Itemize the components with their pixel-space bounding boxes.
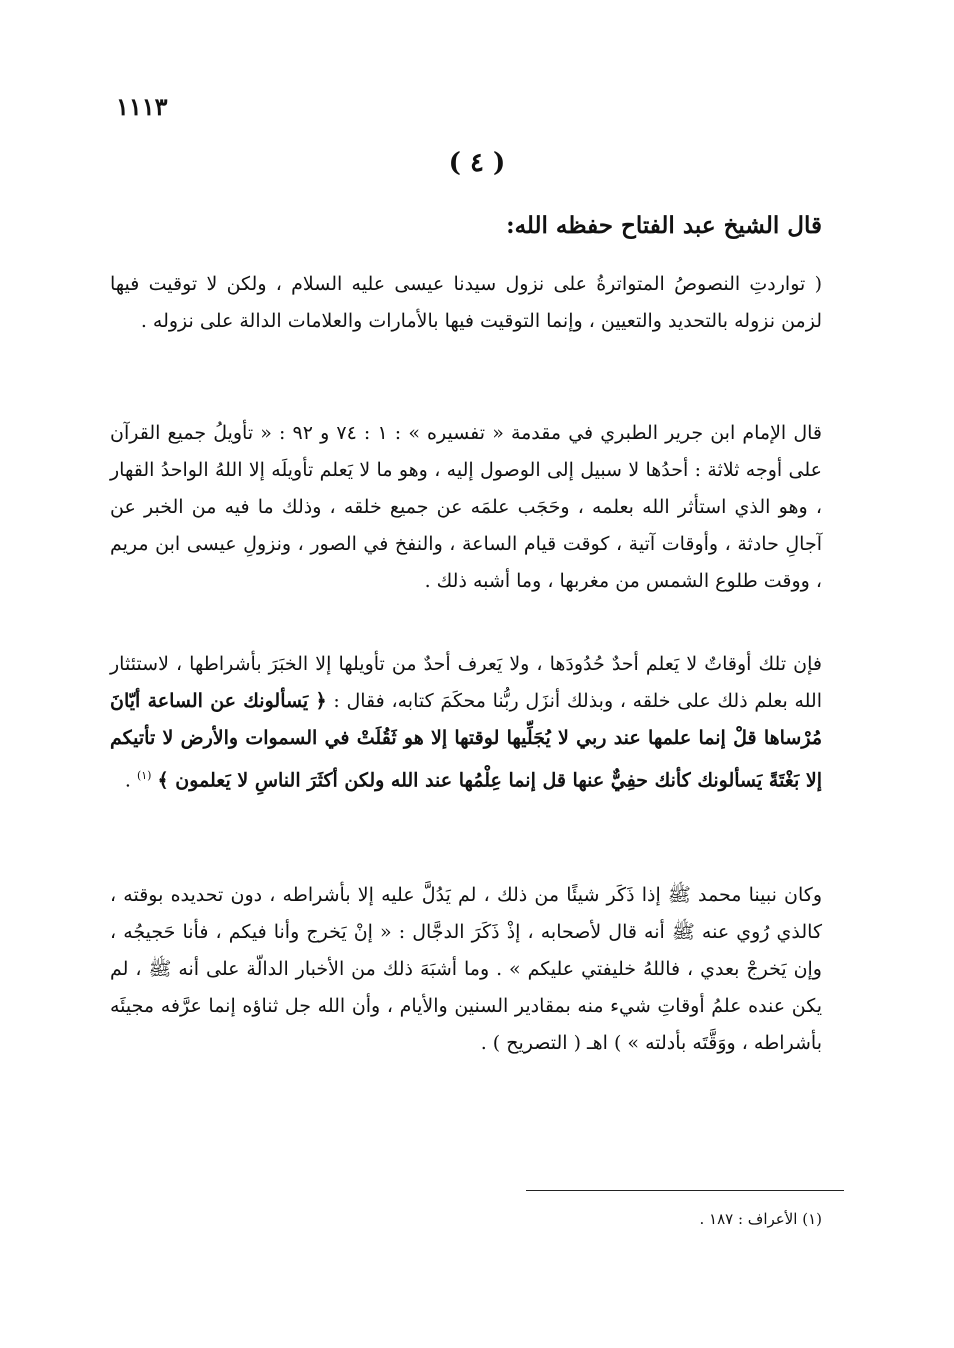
section-number: ( ٤ ) <box>448 148 506 178</box>
paragraph-4: وكان نبينا محمد ﷺ إذا ذَكَر شيئًا من ذلك ، لم يَدُلَّ عليه إلا بأشراطه ، دون تحديده بوقته ، كالذي رُوي عنه ﷺ أنه قال لأصحابه ، إذْ ذَكَرَ الدجَّال : « إنْ يَخرج وأنا فيكم ، فأنا حَجيجُه ، وإن يَخرجْ بعدي ، فاللهُ خليفتي عليكم » . وما أشبَهَ ذلك من الأخبار الدالّة على أنه ﷺ ، لم يكن عنده علمُ أوقاتِ شيء منه بمقادير السنين والأيام ، وأن الله جل ثناؤه إنما عرَّفه مجيئَه بأشراطه ، ووَقَّتَه بأدلته » ) اهـ ( التصريح ) . <box>110 884 822 1054</box>
paragraph-3-end: . <box>124 769 137 792</box>
paragraph-3 <box>110 646 822 799</box>
footnote-marker[interactable]: (١) <box>136 769 152 782</box>
paragraph-1: ( تواردتِ النصوصُ المتواترةُ على نزول سيدنا عيسى عليه السلام ، ولكن لا توقيت فيها لزمن نزوله بالتحديد والتعيين ، وإنما التوقيت فيها بالأمارات والعلامات الدالة على نزوله . <box>110 273 822 332</box>
footnote-divider <box>526 1190 844 1191</box>
footnote: (١) الأعراف : ١٨٧ . <box>699 1210 822 1228</box>
section-heading: قال الشيخ عبد الفتاح حفظه الله: <box>506 212 822 239</box>
paragraph-2: قال الإمام ابن جرير الطبري في مقدمة « تفسيره » : ١ : ٧٤ و ٩٢ : « تأويلُ جميع القرآن على أوجه ثلاثة : أحدُها لا سبيل إلى الوصول إليه ، وهو ما لا يَعلم تأويلَه إلا اللهُ الواحدُ القهار ، وهو الذي استأثر الله بعلمه ، وحَجَب علمَه عن جميع خلقه ، وذلك ما فيه من الخبر عن آجالِ حادثة ، وأوقات آتية ، كوقت قيام الساعة ، والنفخ في الصور ، ونزولِ عيسى ابن مريم ، ووقت طلوع الشمس من مغربها ، وما أشبه ذلك . <box>110 422 823 592</box>
page-number: ١١١٣ <box>116 92 168 121</box>
quranic-verse: ﴿ يَسألونك عن الساعة أيّانَ مُرْساها قلْ إنما علمها عند ربي لا يُجَلِّيها لوقتها إلا هو ثَقُلَتْ في السموات والأرض لا تأتيكم إلا بَغْتَةً يَسألونك كأنك حفِيٌّ عنها قل إنما عِلْمُها عند الله ولكن أكثَرَ الناسِ لا يَعلمون ﴾ <box>110 690 822 792</box>
paragraph-3-intro: فإن تلك أوقاتٌ لا يَعلم أحدٌ حُدُودَها ، ولا يَعرف أحدٌ من تأويلها إلا الخبَرَ بأشراطها ، لاستئثار الله بعلم ذلك على خلقه ، وبذلك أنزَل ربُّنا محكَمَ كتابه، فقال : <box>110 653 822 712</box>
